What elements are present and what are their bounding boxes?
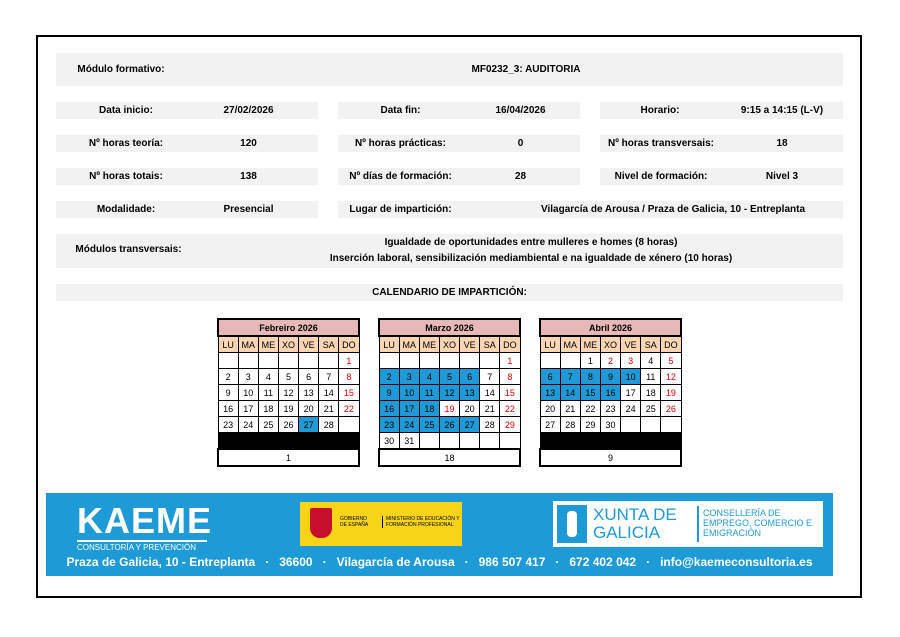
level-band	[600, 168, 843, 185]
calendar-day-cell: 21	[560, 401, 580, 417]
end-date-value: 16/04/2026	[495, 105, 546, 116]
calendar-day-cell: 23	[218, 417, 238, 433]
calendar-month-total: 1	[218, 449, 359, 466]
total-value: 138	[240, 171, 257, 182]
module-label: Módulo formativo:	[77, 64, 165, 75]
calendar-day-cell	[580, 433, 600, 450]
calendar-day-cell: 25	[419, 417, 439, 433]
calendar-day-cell	[641, 433, 661, 450]
transversal-hours-value: 18	[776, 138, 788, 149]
weekday-header: SA	[319, 336, 339, 353]
calendar-day-cell: 1	[580, 353, 600, 369]
calendar-day-cell	[299, 353, 319, 369]
galicia-flag-icon	[557, 505, 587, 543]
transversal-module-2: Inserción laboral, sensibilización mediambiental e na igualdade de xénero (10 horas)	[329, 253, 733, 264]
calendar-day-cell: 29	[500, 417, 520, 433]
calendar-day-cell: 18	[419, 401, 439, 417]
calendar-day-cell: 28	[480, 417, 500, 433]
calendar-month-total: 18	[379, 449, 520, 466]
calendar-day-cell	[621, 433, 641, 450]
contact-line: Praza de Galicia, 10 - Entreplanta · 36600 · Vilagarcía de Arousa · 986 507 417 · 672 402 042 · info@kaemeconsultoria.es	[66, 555, 813, 569]
calendar-day-cell: 28	[319, 417, 339, 433]
kaeme-logo: KAEME	[77, 500, 213, 541]
calendar-february	[217, 318, 360, 467]
calendar-day-cell: 11	[419, 385, 439, 401]
calendar-day-cell: 14	[480, 385, 500, 401]
calendar-day-cell: 19	[661, 385, 681, 401]
calendar-day-cell: 15	[580, 385, 600, 401]
calendar-day-cell: 17	[238, 401, 258, 417]
calendar-day-cell: 4	[641, 353, 661, 369]
calendar-day-cell	[299, 433, 319, 450]
calendar-day-cell: 5	[439, 369, 459, 385]
calendar-day-cell: 2	[379, 369, 399, 385]
calendar-day-cell	[238, 433, 258, 450]
total-band	[56, 168, 318, 185]
calendar-day-cell: 10	[399, 385, 419, 401]
calendar-day-cell: 12	[278, 385, 298, 401]
calendar-day-cell: 7	[480, 369, 500, 385]
calendar-day-cell	[480, 353, 500, 369]
calendar-day-cell: 3	[238, 369, 258, 385]
calendar-day-cell: 7	[319, 369, 339, 385]
calendar-day-cell: 18	[641, 385, 661, 401]
calendar-day-cell	[480, 433, 500, 450]
calendar-day-cell	[460, 353, 480, 369]
calendar-day-cell: 22	[500, 401, 520, 417]
transversal-hours-label: Nº horas transversais:	[608, 138, 714, 149]
ministerio-text: MINISTERIO DE EDUCACIÓN Y FORMACIÓN PROFESIONAL	[382, 516, 462, 528]
calendar-day-cell: 17	[399, 401, 419, 417]
transversal-hours-band	[600, 135, 843, 152]
calendar-day-cell: 12	[661, 369, 681, 385]
weekday-header: LU	[218, 336, 238, 353]
calendar-day-cell: 13	[299, 385, 319, 401]
calendar-day-cell: 5	[278, 369, 298, 385]
calendar-day-cell: 23	[600, 401, 620, 417]
calendar-day-cell	[661, 433, 681, 450]
weekday-header: SA	[480, 336, 500, 353]
calendar-table	[217, 318, 360, 467]
calendar-month-total: 9	[540, 449, 681, 466]
weekday-header: DO	[500, 336, 520, 353]
calendar-day-cell: 8	[580, 369, 600, 385]
calendar-day-cell: 26	[278, 417, 298, 433]
calendar-day-cell: 24	[621, 401, 641, 417]
calendar-day-cell	[399, 353, 419, 369]
calendar-day-cell	[278, 353, 298, 369]
xunta-name: XUNTA DE GALICIA	[593, 506, 699, 542]
level-label: Nivel de formación:	[614, 171, 708, 182]
total-label: Nº horas totais:	[89, 171, 163, 182]
calendar-day-cell: 15	[339, 385, 359, 401]
weekday-header: XO	[439, 336, 459, 353]
start-date-value: 27/02/2026	[223, 105, 274, 116]
calendar-day-cell: 1	[500, 353, 520, 369]
calendar-day-cell: 24	[399, 417, 419, 433]
calendar-day-cell	[419, 433, 439, 450]
calendar-day-cell	[218, 353, 238, 369]
calendar-day-cell: 18	[258, 401, 278, 417]
calendar-day-cell: 16	[379, 401, 399, 417]
calendar-day-cell	[218, 433, 238, 450]
theory-value: 120	[240, 138, 257, 149]
calendar-day-cell	[621, 417, 641, 433]
calendar-day-cell: 23	[379, 417, 399, 433]
weekday-header: MA	[560, 336, 580, 353]
calendar-day-cell: 14	[560, 385, 580, 401]
calendar-day-cell: 22	[580, 401, 600, 417]
calendar-day-cell: 9	[600, 369, 620, 385]
weekday-header: DO	[661, 336, 681, 353]
calendar-day-cell: 21	[319, 401, 339, 417]
calendar-month-title: Febreiro 2026	[218, 319, 359, 336]
calendar-day-cell	[258, 353, 278, 369]
days-band	[338, 168, 580, 185]
modality-band	[56, 201, 318, 218]
xunta-logo	[553, 501, 823, 547]
theory-label: Nº horas teoría:	[88, 138, 164, 149]
calendar-day-cell: 7	[560, 369, 580, 385]
calendar-day-cell: 17	[621, 385, 641, 401]
calendar-day-cell: 20	[460, 401, 480, 417]
weekday-header: MA	[238, 336, 258, 353]
schedule-band	[600, 102, 843, 119]
weekday-header: ME	[258, 336, 278, 353]
coat-of-arms-icon	[310, 508, 332, 538]
transversal-band	[56, 234, 843, 268]
calendar-day-cell: 9	[218, 385, 238, 401]
weekday-header: ME	[580, 336, 600, 353]
calendar-day-cell: 31	[399, 433, 419, 450]
calendar-day-cell: 27	[299, 417, 319, 433]
calendar-day-cell: 24	[238, 417, 258, 433]
calendar-table	[539, 318, 682, 467]
calendar-day-cell: 11	[258, 385, 278, 401]
calendar-day-cell	[439, 433, 459, 450]
practical-band	[338, 135, 580, 152]
calendar-april	[539, 318, 682, 467]
schedule-value: 9:15 a 14:15 (L-V)	[740, 105, 824, 116]
calendar-day-cell	[339, 417, 359, 433]
calendar-day-cell: 15	[500, 385, 520, 401]
calendar-day-cell: 9	[379, 385, 399, 401]
calendar-day-cell	[419, 353, 439, 369]
weekday-header: VE	[299, 336, 319, 353]
calendar-day-cell: 11	[641, 369, 661, 385]
calendar-day-cell: 14	[319, 385, 339, 401]
xunta-department: CONSELLERÍA DE EMPREGO, COMERCIO E EMIGRACIÓN	[703, 508, 813, 538]
calendar-day-cell	[319, 433, 339, 450]
level-value: Nivel 3	[765, 171, 799, 182]
practical-value: 0	[517, 138, 524, 149]
calendar-day-cell	[540, 433, 560, 450]
calendar-day-cell: 26	[661, 401, 681, 417]
calendar-day-cell: 3	[621, 353, 641, 369]
days-value: 28	[514, 171, 527, 182]
modality-label: Modalidade:	[96, 204, 156, 215]
calendar-day-cell: 29	[580, 417, 600, 433]
calendar-day-cell: 27	[540, 417, 560, 433]
calendar-day-cell	[641, 417, 661, 433]
footer-banner	[46, 493, 833, 576]
calendar-month-title: Abril 2026	[540, 319, 681, 336]
weekday-header: ME	[419, 336, 439, 353]
calendar-day-cell: 28	[560, 417, 580, 433]
start-date-label: Data inicio:	[99, 105, 153, 116]
calendar-table	[378, 318, 521, 467]
schedule-label: Horario:	[640, 105, 680, 116]
weekday-header: MA	[399, 336, 419, 353]
calendar-day-cell: 2	[600, 353, 620, 369]
calendar-day-cell	[661, 417, 681, 433]
calendar-day-cell: 16	[218, 401, 238, 417]
calendar-day-cell: 19	[439, 401, 459, 417]
weekday-header: DO	[339, 336, 359, 353]
calendar-day-cell: 20	[540, 401, 560, 417]
calendar-day-cell: 1	[339, 353, 359, 369]
calendar-day-cell: 10	[621, 369, 641, 385]
calendar-day-cell	[278, 433, 298, 450]
gobierno-logo	[300, 502, 462, 546]
calendar-title-band	[56, 284, 843, 301]
calendar-day-cell: 22	[339, 401, 359, 417]
calendar-day-cell: 26	[439, 417, 459, 433]
practical-label: Nº horas prácticas:	[355, 138, 446, 149]
calendar-day-cell: 2	[218, 369, 238, 385]
calendar-day-cell	[560, 433, 580, 450]
days-label: Nº días de formación:	[349, 171, 452, 182]
calendar-day-cell: 16	[600, 385, 620, 401]
end-date-band	[338, 102, 580, 119]
module-band	[56, 53, 843, 86]
calendar-day-cell: 4	[419, 369, 439, 385]
calendar-day-cell: 27	[460, 417, 480, 433]
calendar-day-cell: 6	[540, 369, 560, 385]
calendar-day-cell	[258, 433, 278, 450]
weekday-header: LU	[379, 336, 399, 353]
weekday-header: SA	[641, 336, 661, 353]
calendar-day-cell: 30	[600, 417, 620, 433]
calendar-title: CALENDARIO DE IMPARTICIÓN:	[372, 287, 527, 298]
weekday-header: VE	[460, 336, 480, 353]
calendar-day-cell	[319, 353, 339, 369]
weekday-header: XO	[278, 336, 298, 353]
calendar-day-cell	[439, 353, 459, 369]
end-date-label: Data fin:	[380, 105, 421, 116]
calendar-day-cell: 25	[641, 401, 661, 417]
calendar-day-cell	[600, 433, 620, 450]
module-value: MF0232_3: AUDITORIA	[471, 64, 581, 75]
calendar-day-cell	[339, 433, 359, 450]
place-value: Vilagarcía de Arousa / Praza de Galicia, 10 - Entreplanta	[541, 204, 805, 215]
calendar-day-cell: 13	[460, 385, 480, 401]
calendar-day-cell: 20	[299, 401, 319, 417]
place-label: Lugar de impartición:	[349, 204, 452, 215]
theory-band	[56, 135, 318, 152]
transversal-label: Módulos transversais:	[75, 244, 182, 255]
calendar-day-cell: 3	[399, 369, 419, 385]
calendar-day-cell	[238, 353, 258, 369]
calendar-day-cell: 6	[460, 369, 480, 385]
weekday-header: XO	[600, 336, 620, 353]
calendar-day-cell: 30	[379, 433, 399, 450]
gobierno-text: GOBIERNO DE ESPAÑA	[340, 516, 369, 528]
kaeme-tagline: CONSULTORÍA Y PREVENCIÓN	[77, 540, 207, 552]
calendar-day-cell: 12	[439, 385, 459, 401]
calendar-day-cell: 8	[500, 369, 520, 385]
calendar-day-cell	[460, 433, 480, 450]
calendar-march	[378, 318, 521, 467]
calendar-day-cell: 8	[339, 369, 359, 385]
calendar-day-cell: 21	[480, 401, 500, 417]
calendar-day-cell: 25	[258, 417, 278, 433]
calendar-day-cell	[560, 353, 580, 369]
calendar-day-cell: 6	[299, 369, 319, 385]
weekday-header: LU	[540, 336, 560, 353]
calendar-day-cell: 13	[540, 385, 560, 401]
place-band	[338, 201, 843, 218]
start-date-band	[56, 102, 318, 119]
calendar-day-cell: 5	[661, 353, 681, 369]
calendar-day-cell	[540, 353, 560, 369]
modality-value: Presencial	[223, 204, 274, 215]
calendar-day-cell: 10	[238, 385, 258, 401]
calendar-day-cell	[379, 353, 399, 369]
calendar-day-cell	[500, 433, 520, 450]
calendar-month-title: Marzo 2026	[379, 319, 520, 336]
calendar-day-cell: 4	[258, 369, 278, 385]
weekday-header: VE	[621, 336, 641, 353]
calendar-day-cell: 19	[278, 401, 298, 417]
transversal-module-1: Igualdade de oportunidades entre mulleres e homes (8 horas)	[384, 237, 678, 248]
